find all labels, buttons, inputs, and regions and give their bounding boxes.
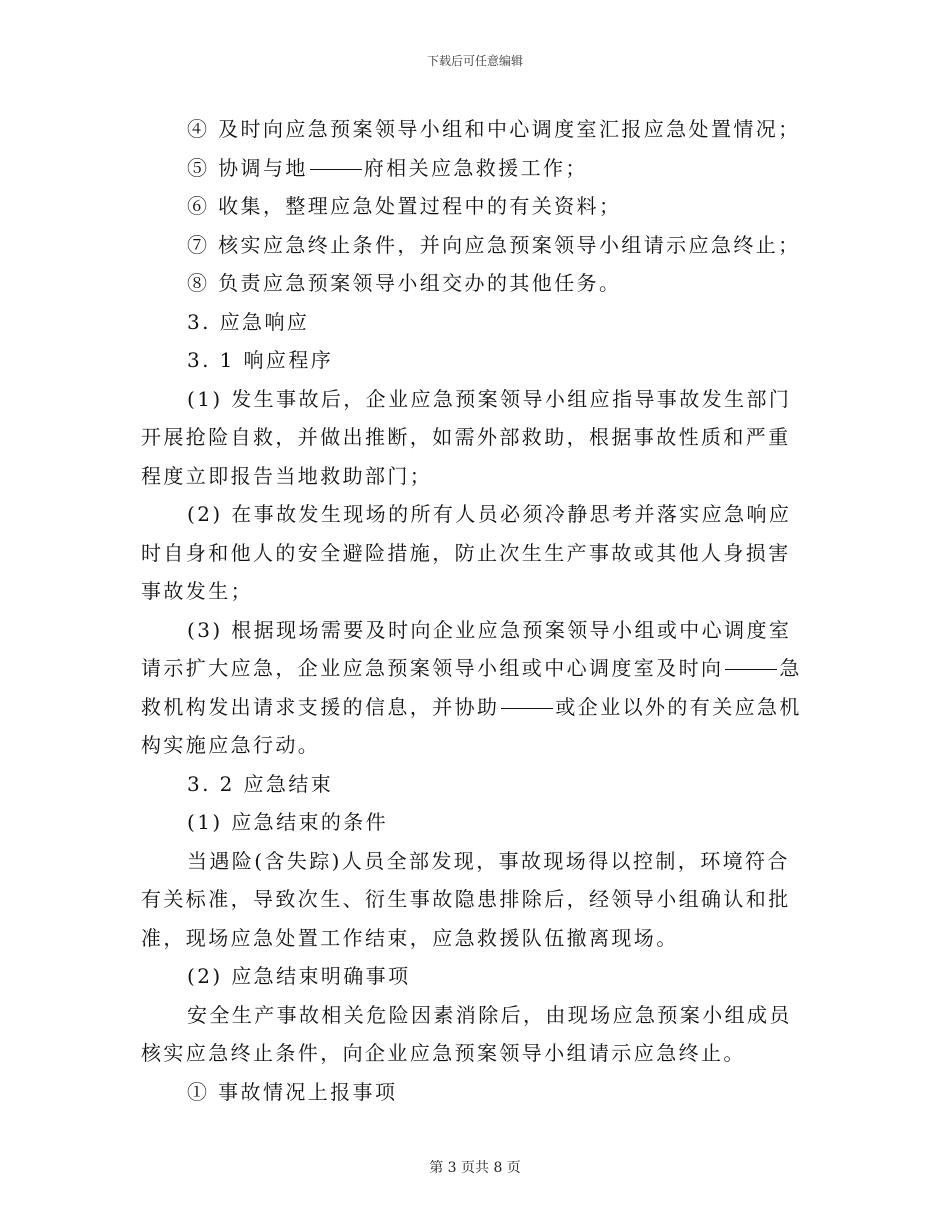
- list-item: ⑥ 收集，整理应急处置过程中的有关资料；: [187, 194, 622, 218]
- list-item: ④ 及时向应急预案领导小组和中心调度室汇报应急处置情况；: [187, 117, 801, 141]
- text-segment: 或企业以外的有关应急机构实施应急行动。: [141, 694, 802, 757]
- subsection-heading: 3. 1 响应程序: [187, 348, 334, 372]
- paragraph: (1) 发生事故后，企业应急预案领导小组应指导事故发生部门开展抢险自救，并做出推断，如需外部救助，根据事故性质和严重程度立即报告当地救助部门；: [141, 386, 792, 488]
- fill-blank: [501, 707, 553, 709]
- list-item: ① 事故情况上报事项: [187, 1079, 398, 1104]
- section-heading: 3. 应急响应: [187, 309, 310, 334]
- paragraph: [141, 611, 811, 765]
- paragraph: 当遇险(含失踪)人员全部发现，事故现场得以控制，环境符合有关标准，导致次生、衍生事故隐患排除后，经领导小组确认和批准，现场应急处置工作结束，应急救援队伍撤离现场。: [141, 848, 791, 950]
- paragraph: 安全生产事故相关危险因素消除后，由现场应急预案小组成员核实应急终止条件，向企业应急预案领导小组请示应急终止。: [141, 1002, 792, 1065]
- paragraph: (2) 在事故发生现场的所有人员必须冷静思考并落实应急响应时自身和他人的安全避险措施，防止次生生产事故或其他人身损害事故发生；: [141, 502, 792, 603]
- text-segment: 府相关应急救援工作；: [363, 155, 588, 180]
- list-item: [141, 149, 811, 188]
- text-segment: ⑤ 协调与地: [187, 155, 308, 180]
- subsection-heading: 3. 2 应急结束: [187, 771, 334, 796]
- document-body: [141, 110, 811, 1111]
- list-item: ⑧ 负责应急预案领导小组交办的其他任务。: [187, 271, 622, 295]
- fill-blank: [725, 668, 777, 670]
- item-heading: (2) 应急结束明确事项: [187, 964, 411, 988]
- page-footer: 第 3 页共 8 页: [429, 1160, 521, 1176]
- item-heading: (1) 应急结束的条件: [187, 810, 389, 834]
- fill-blank: [310, 168, 362, 170]
- text-segment: (3) 根据现场需要及时向企业应急预案领导小组或中心调度室请示扩大应急，企业应急预案领导小组或中心调度室及时向: [141, 617, 792, 680]
- text-segment: 急救机构发出请求支援的信息，并协助: [141, 656, 802, 719]
- page-header: 下载后可任意编辑: [426, 54, 523, 68]
- list-item: ⑦ 核实应急终止条件，并向应急预案领导小组请示应急终止；: [187, 232, 801, 257]
